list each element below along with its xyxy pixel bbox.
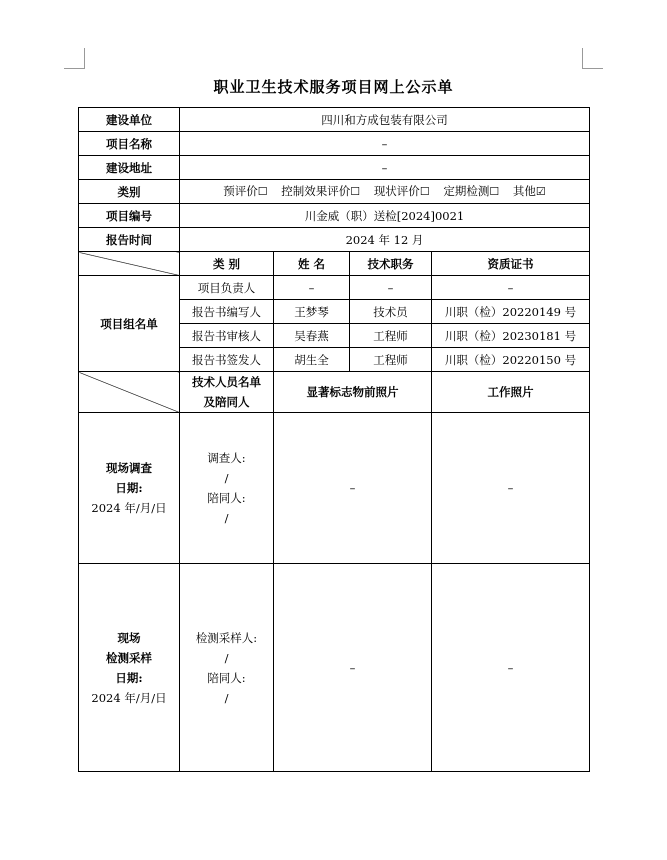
companion-label: 陪同人:	[207, 491, 246, 505]
investigator-value: /	[224, 471, 229, 485]
diagonal-header-cell	[79, 252, 180, 276]
category-option-other[interactable]	[513, 184, 546, 199]
publicity-form-table	[78, 107, 590, 772]
member-name: 王梦琴	[274, 300, 350, 324]
row-project-name	[79, 132, 590, 156]
row-project-number	[79, 204, 590, 228]
member-name: 吴春燕	[274, 324, 350, 348]
checkbox-icon[interactable]: ☐	[350, 185, 361, 198]
row-category	[79, 180, 590, 204]
member-cert: 川职（检）20230181 号	[432, 324, 590, 348]
member-title: 技术员	[350, 300, 432, 324]
sampler-value: /	[224, 650, 229, 665]
survey-date-value: 2024 年/月/日	[91, 501, 167, 515]
personnel-header-line: 技术人员名单	[192, 375, 261, 389]
companion-label: 陪同人:	[207, 670, 246, 685]
checkbox-icon[interactable]: ☐	[489, 185, 500, 198]
member-name: 胡生全	[274, 348, 350, 372]
member-cert: 川职（检）20220150 号	[432, 348, 590, 372]
member-title: 工程师	[350, 324, 432, 348]
option-label: 预评价	[223, 184, 258, 198]
page-corner-mark	[582, 48, 603, 69]
team-header-title: 技术职务	[350, 252, 432, 276]
checkbox-icon[interactable]: ☐	[419, 185, 430, 198]
category-option-control-effect[interactable]	[281, 184, 360, 199]
work-photo-header: 工作照片	[432, 372, 590, 413]
member-role: 报告书审核人	[180, 324, 274, 348]
row-report-time	[79, 228, 590, 252]
sampling-date-value: 2024 年/月/日	[91, 690, 167, 705]
personnel-header	[180, 372, 274, 413]
personnel-header-line: 及陪同人	[203, 395, 250, 409]
row-construction-unit	[79, 108, 590, 132]
sampling-date-cell	[79, 564, 180, 772]
companion-value: /	[224, 511, 229, 525]
report-time-label: 报告时间	[79, 228, 180, 252]
checkbox-icon[interactable]: ☐	[257, 185, 268, 198]
project-name-value: –	[180, 132, 590, 156]
category-options	[180, 180, 590, 204]
companion-value: /	[224, 690, 229, 705]
construction-address-value: –	[180, 156, 590, 180]
survey-personnel-cell	[180, 413, 274, 564]
construction-unit-label: 建设单位	[79, 108, 180, 132]
sampling-work-photo: –	[432, 564, 590, 772]
member-title: 工程师	[350, 348, 432, 372]
investigator-label: 调查人:	[207, 451, 246, 465]
member-title: –	[350, 276, 432, 300]
team-header-role: 类 别	[180, 252, 274, 276]
project-name-label: 项目名称	[79, 132, 180, 156]
photo-header-row	[79, 372, 590, 413]
sampler-label: 检测采样人:	[195, 630, 258, 645]
category-label: 类别	[79, 180, 180, 204]
checkbox-checked-icon[interactable]: ☑	[535, 185, 546, 198]
team-header-name: 姓 名	[274, 252, 350, 276]
construction-address-label: 建设地址	[79, 156, 180, 180]
survey-label: 现场调查	[106, 461, 152, 475]
team-list-label: 项目组名单	[79, 276, 180, 372]
sampling-row	[79, 564, 590, 772]
survey-landmark-photo: –	[274, 413, 432, 564]
team-header-cert: 资质证书	[432, 252, 590, 276]
option-label: 其他	[512, 184, 536, 198]
category-option-status-evaluation[interactable]	[374, 184, 430, 199]
member-role: 报告书签发人	[180, 348, 274, 372]
team-header-row	[79, 252, 590, 276]
report-time-value: 2024 年 12 月	[180, 228, 590, 252]
sampling-personnel-cell	[180, 564, 274, 772]
member-role: 报告书编写人	[180, 300, 274, 324]
landmark-photo-header: 显著标志物前照片	[274, 372, 432, 413]
project-number-label: 项目编号	[79, 204, 180, 228]
member-role: 项目负责人	[180, 276, 274, 300]
option-label: 现状评价	[373, 184, 420, 198]
member-cert: 川职（检）20220149 号	[432, 300, 590, 324]
option-label: 定期检测	[443, 184, 490, 198]
survey-date-cell	[79, 413, 180, 564]
sampling-landmark-photo: –	[274, 564, 432, 772]
member-cert: –	[432, 276, 590, 300]
sampling-label: 检测采样	[106, 650, 152, 665]
diagonal-header-cell	[79, 372, 180, 413]
survey-date-label: 日期:	[115, 481, 143, 495]
survey-row	[79, 413, 590, 564]
project-number-value: 川金威（职）送检[2024]0021	[180, 204, 590, 228]
document-title: 职业卫生技术服务项目网上公示单	[213, 78, 454, 96]
construction-unit-value: 四川和方成包装有限公司	[180, 108, 590, 132]
team-row	[79, 276, 590, 300]
category-option-pre-evaluation[interactable]	[223, 184, 267, 199]
row-construction-address	[79, 156, 590, 180]
sampling-date-label: 日期:	[115, 670, 143, 685]
option-label: 控制效果评价	[281, 184, 351, 198]
category-option-periodic-testing[interactable]	[443, 184, 499, 199]
page-corner-mark	[64, 48, 85, 69]
survey-work-photo: –	[432, 413, 590, 564]
member-name: –	[274, 276, 350, 300]
sampling-label: 现场	[117, 630, 141, 645]
